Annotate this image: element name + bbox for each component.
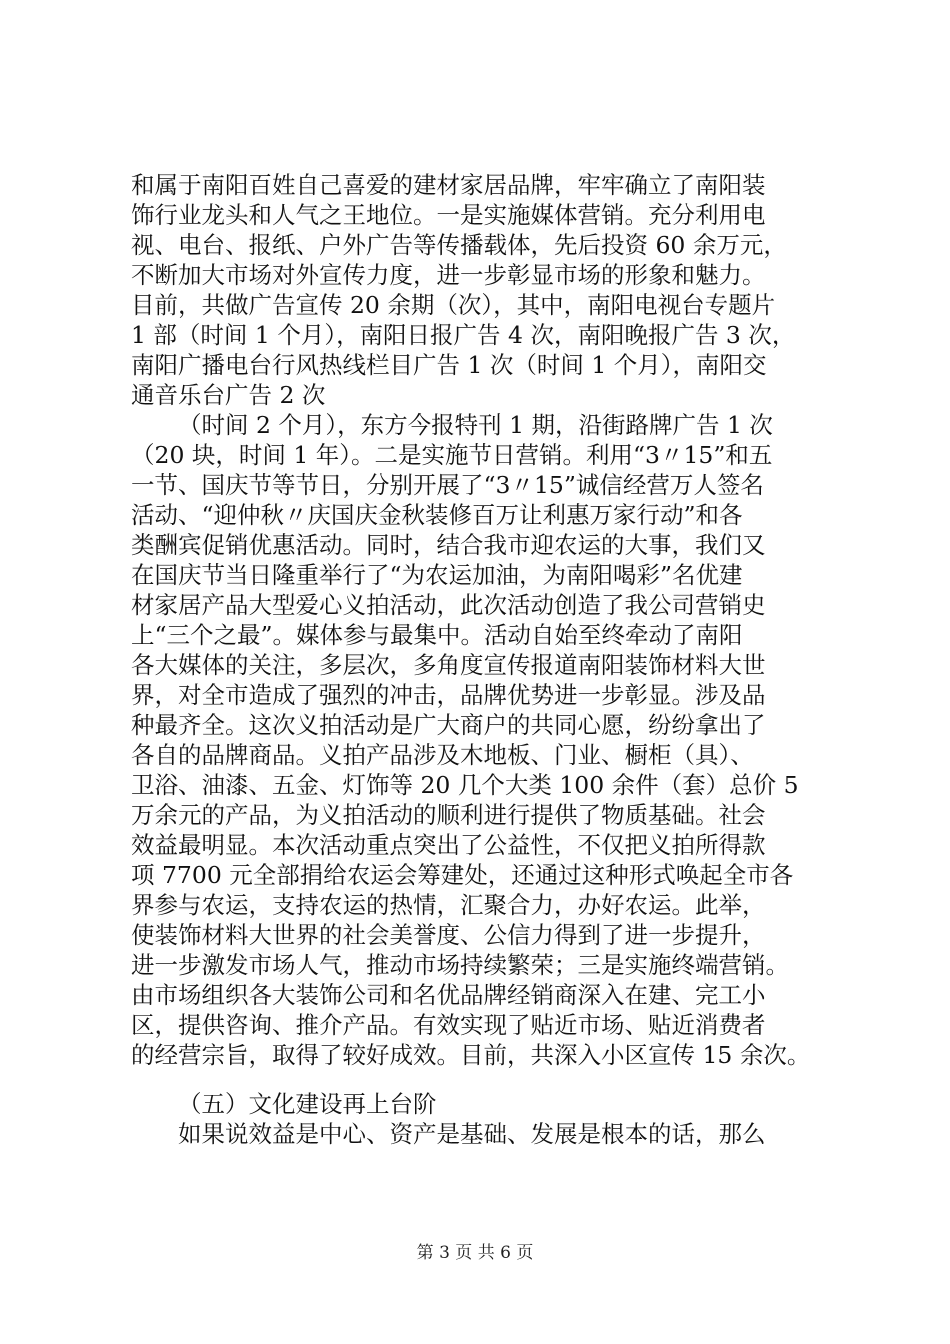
text-line: 南阳广播电台行风热线栏目广告 1 次（时间 1 个月），南阳交 bbox=[131, 351, 767, 379]
text-line: 类酬宾促销优惠活动。同时，结合我市迎农运的大事，我们又 bbox=[131, 531, 766, 559]
text-line: 上“三个之最”。媒体参与最集中。活动自始至终牵动了南阳 bbox=[131, 621, 743, 649]
text-line: 材家居产品大型爱心义拍活动，此次活动创造了我公司营销史 bbox=[131, 591, 766, 619]
text-line: 在国庆节当日隆重举行了“为农运加油，为南阳喝彩”名优建 bbox=[131, 561, 743, 589]
page-footer bbox=[0, 1242, 950, 1264]
text-line: 通音乐台广告 2 次 bbox=[131, 381, 326, 409]
text-line: 万余元的产品，为义拍活动的顺利进行提供了物质基础。社会 bbox=[131, 801, 766, 829]
section-heading: （五）文化建设再上台阶 bbox=[178, 1090, 437, 1118]
text-line: 活动、“迎仲秋〃庆国庆金秋装修百万让利惠万家行动”和各 bbox=[131, 501, 743, 529]
text-line: 不断加大市场对外宣传力度，进一步彰显市场的形象和魅力。 bbox=[131, 261, 766, 289]
text-line: 1 部（时间 1 个月），南阳日报广告 4 次，南阳晚报广告 3 次， bbox=[131, 321, 796, 349]
document-body bbox=[131, 170, 831, 1149]
text-line: 各自的品牌商品。义拍产品涉及木地板、门业、橱柜（具）、 bbox=[131, 741, 754, 769]
paragraph-culture bbox=[131, 1119, 831, 1149]
text-line: 目前，共做广告宣传 20 余期（次），其中，南阳电视台专题片 bbox=[131, 291, 776, 319]
paragraph-media-marketing bbox=[131, 170, 831, 410]
text-line: 种最齐全。这次义拍活动是广大商户的共同心愿，纷纷拿出了 bbox=[131, 711, 766, 739]
text-line: 项 7700 元全部捐给农运会筹建处，还通过这种形式唤起全市各 bbox=[131, 861, 794, 889]
text-line: 界参与农运，支持农运的热情，汇聚合力，办好农运。此举， bbox=[131, 891, 766, 919]
text-line: 进一步激发市场人气，推动市场持续繁荣；三是实施终端营销。 bbox=[131, 951, 789, 979]
paragraph-spacer bbox=[131, 1070, 831, 1089]
text-line: 由市场组织各大装饰公司和名优品牌经销商深入在建、完工小 bbox=[131, 981, 766, 1009]
text-line: 效益最明显。本次活动重点突出了公益性，不仅把义拍所得款 bbox=[131, 831, 766, 859]
paragraph-holiday-marketing bbox=[131, 410, 831, 1070]
text-line: 饰行业龙头和人气之王地位。一是实施媒体营销。充分利用电 bbox=[131, 201, 766, 229]
text-line: 区，提供咨询、推介产品。有效实现了贴近市场、贴近消费者 bbox=[131, 1011, 766, 1039]
text-line: 和属于南阳百姓自己喜爱的建材家居品牌，牢牢确立了南阳装 bbox=[131, 171, 766, 199]
text-line: 界，对全市造成了强烈的冲击，品牌优势进一步彰显。涉及品 bbox=[131, 681, 766, 709]
text-line: 一节、国庆节等节日，分别开展了“3〃15”诚信经营万人签名 bbox=[131, 471, 764, 499]
text-line: 卫浴、油漆、五金、灯饰等 20 几个大类 100 余件（套）总价 5 bbox=[131, 771, 799, 799]
text-line: （20 块，时间 1 年）。二是实施节日营销。利用“3〃15”和五 bbox=[131, 441, 773, 469]
text-line: （时间 2 个月），东方今报特刊 1 期，沿街路牌广告 1 次 bbox=[178, 411, 773, 439]
page-indicator: 第 3 页 共 6 页 bbox=[416, 1243, 534, 1263]
text-line: 如果说效益是中心、资产是基础、发展是根本的话，那么 bbox=[178, 1120, 766, 1148]
text-line: 各大媒体的关注，多层次，多角度宣传报道南阳装饰材料大世 bbox=[131, 651, 766, 679]
text-line: 使装饰材料大世界的社会美誉度、公信力得到了进一步提升， bbox=[131, 921, 766, 949]
text-line: 的经营宗旨，取得了较好成效。目前，共深入小区宣传 15 余次。 bbox=[131, 1041, 811, 1069]
text-line: 视、电台、报纸、户外广告等传播载体，先后投资 60 余万元， bbox=[131, 231, 787, 259]
